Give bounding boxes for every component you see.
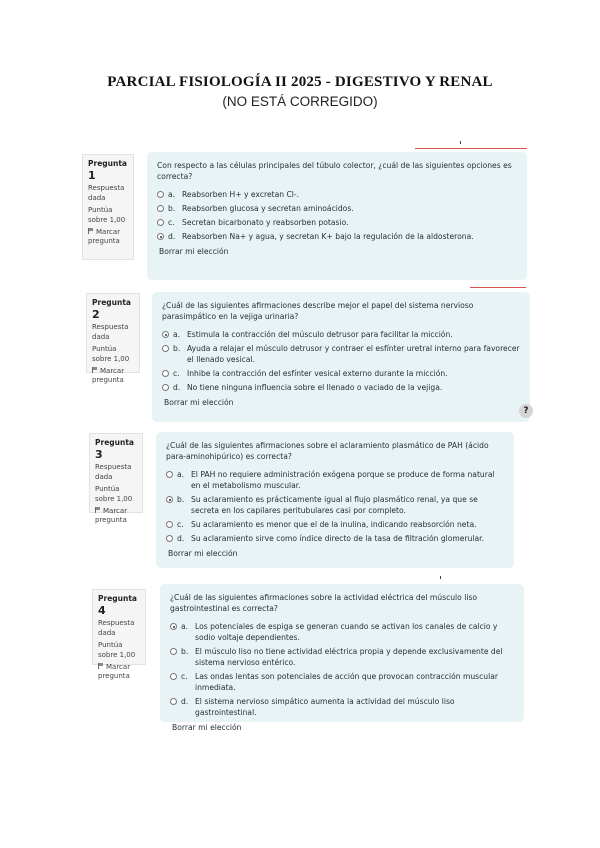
question-content xyxy=(152,292,530,422)
question-label: Pregunta xyxy=(88,159,127,168)
clear-choice-link[interactable]: Borrar mi elección xyxy=(172,723,242,732)
option-letter: c. xyxy=(173,369,180,378)
option-letter: c. xyxy=(181,672,188,681)
answer-option[interactable] xyxy=(162,368,520,379)
question-score: Puntúa sobre 1,00 xyxy=(98,641,136,659)
radio-button[interactable] xyxy=(157,219,164,226)
answer-option[interactable] xyxy=(170,646,514,668)
answer-option[interactable] xyxy=(157,231,517,242)
option-text: Los potenciales de espiga se generan cuando se activan los canales de calcio y sodio voltaje dependientes. xyxy=(195,622,498,642)
answer-option[interactable] xyxy=(170,696,514,718)
answer-option[interactable] xyxy=(166,533,504,544)
question-text: ¿Cuál de las siguientes afirmaciones sobre el aclaramiento plasmático de PAH (ácido para-aminohipúrico) es correcta? xyxy=(166,441,489,461)
option-text: No tiene ninguna influencia sobre el llenado o vaciado de la vejiga. xyxy=(187,383,443,392)
question-state: Respuesta dada xyxy=(98,619,135,637)
question-number: 2 xyxy=(92,308,100,322)
question-content xyxy=(160,584,524,732)
separator-line xyxy=(415,148,527,149)
flag-question-label: Marcar pregunta xyxy=(92,367,125,385)
answer-option[interactable] xyxy=(162,382,520,393)
flag-icon xyxy=(98,663,104,669)
radio-button[interactable] xyxy=(157,191,164,198)
option-letter: b. xyxy=(181,647,189,656)
answer-option[interactable] xyxy=(166,494,504,516)
question-text: ¿Cuál de las siguientes afirmaciones describe mejor el papel del sistema nervioso parasimpático en la vejiga urinaria? xyxy=(162,301,474,321)
answer-option[interactable] xyxy=(162,343,520,365)
option-text: Estimula la contracción del músculo detrusor para facilitar la micción. xyxy=(187,330,453,339)
answer-option[interactable] xyxy=(170,671,514,693)
question-score: Puntúa sobre 1,00 xyxy=(95,485,133,503)
flag-question-label: Marcar pregunta xyxy=(88,228,121,246)
question-label: Pregunta xyxy=(98,594,137,603)
option-text: Ayuda a relajar el músculo detrusor y contraer el esfínter uretral interno para favorecer el llenado vesical. xyxy=(187,344,520,364)
option-letter: c. xyxy=(168,218,175,227)
flag-question-link[interactable] xyxy=(98,663,140,682)
question-info-panel xyxy=(92,589,146,681)
answer-option[interactable] xyxy=(166,519,504,530)
document-header xyxy=(0,74,600,109)
radio-button[interactable] xyxy=(157,205,164,212)
question-text: Con respecto a las células principales del túbulo colector, ¿cuál de las siguientes opciones es correcta? xyxy=(157,161,512,181)
question-state: Respuesta dada xyxy=(92,323,129,341)
clear-choice-link[interactable]: Borrar mi elección xyxy=(168,549,238,558)
question-text: ¿Cuál de las siguientes afirmaciones sobre la actividad eléctrica del músculo liso gastrointestinal es correcta? xyxy=(170,593,478,613)
radio-button-selected[interactable] xyxy=(162,331,169,338)
radio-button[interactable] xyxy=(166,471,173,478)
radio-button[interactable] xyxy=(170,698,177,705)
question-label: Pregunta xyxy=(95,438,134,447)
option-letter: b. xyxy=(168,204,176,213)
question-score: Puntúa sobre 1,00 xyxy=(92,345,130,363)
option-text: El músculo liso no tiene actividad eléctrica propia y depende exclusivamente del sistema nervioso entérico. xyxy=(195,647,503,667)
question-number: 3 xyxy=(95,448,103,462)
option-text: Su aclaramiento sirve como índice directo de la tasa de filtración glomerular. xyxy=(191,534,485,543)
clear-choice-link[interactable]: Borrar mi elección xyxy=(159,247,229,256)
option-letter: d. xyxy=(168,232,176,241)
question-number: 4 xyxy=(98,604,106,618)
question-state: Respuesta dada xyxy=(88,184,125,202)
help-icon[interactable]: ? xyxy=(519,404,533,418)
option-letter: d. xyxy=(173,383,181,392)
option-text: Reabsorben glucosa y secretan aminoácidos. xyxy=(182,204,354,213)
option-letter: a. xyxy=(173,330,181,339)
radio-button[interactable] xyxy=(162,345,169,352)
document-title: PARCIAL FISIOLOGÍA II 2025 - DIGESTIVO Y RENAL xyxy=(107,74,493,90)
separator-tick xyxy=(460,141,461,144)
flag-question-link[interactable] xyxy=(92,367,134,386)
option-text: El sistema nervioso simpático aumenta la actividad del músculo liso gastrointestinal. xyxy=(195,697,455,717)
document-subtitle: (NO ESTÁ CORREGIDO) xyxy=(222,94,378,109)
flag-icon xyxy=(88,228,94,234)
question-info-panel xyxy=(89,433,143,525)
question-number: 1 xyxy=(88,169,96,183)
option-text: Reabsorben Na+ y agua, y secretan K+ bajo la regulación de la aldosterona. xyxy=(182,232,474,241)
radio-button-selected[interactable] xyxy=(170,623,177,630)
option-letter: b. xyxy=(177,495,185,504)
option-text: Su aclaramiento es prácticamente igual al flujo plasmático renal, ya que se secreta en los capilares peritubulares casi por completo. xyxy=(191,495,478,515)
option-text: Reabsorben H+ y excretan Cl-. xyxy=(182,190,300,199)
question-state: Respuesta dada xyxy=(95,463,132,481)
answer-option[interactable] xyxy=(162,329,520,340)
question-score: Puntúa sobre 1,00 xyxy=(88,206,126,224)
flag-question-label: Marcar pregunta xyxy=(98,663,131,681)
flag-question-link[interactable] xyxy=(95,507,137,526)
option-text: Inhibe la contracción del esfínter vesical externo durante la micción. xyxy=(187,369,448,378)
answer-option[interactable] xyxy=(157,217,517,228)
separator-line xyxy=(470,287,526,288)
question-content xyxy=(147,152,527,280)
option-text: El PAH no requiere administración exógena porque se produce de forma natural en el metabolismo muscular. xyxy=(191,470,495,490)
option-letter: d. xyxy=(177,534,185,543)
option-letter: a. xyxy=(168,190,176,199)
option-letter: d. xyxy=(181,697,189,706)
answer-option[interactable] xyxy=(170,621,514,643)
question-content xyxy=(156,432,514,568)
option-letter: a. xyxy=(181,622,189,631)
flag-icon xyxy=(92,367,98,373)
radio-button[interactable] xyxy=(166,521,173,528)
flag-question-link[interactable] xyxy=(88,228,128,247)
separator-tick xyxy=(440,576,441,579)
question-info-panel xyxy=(86,293,140,385)
option-text: Su aclaramiento es menor que el de la inulina, indicando reabsorción neta. xyxy=(191,520,477,529)
radio-button[interactable] xyxy=(170,673,177,680)
radio-button[interactable] xyxy=(162,384,169,391)
question-label: Pregunta xyxy=(92,298,131,307)
option-letter: a. xyxy=(177,470,185,479)
question-info-panel xyxy=(82,154,134,260)
radio-button-selected[interactable] xyxy=(166,496,173,503)
radio-button-selected[interactable] xyxy=(157,233,164,240)
option-text: Secretan bicarbonato y reabsorben potasio. xyxy=(182,218,349,227)
answer-option[interactable] xyxy=(166,469,504,491)
option-letter: b. xyxy=(173,344,181,353)
clear-choice-link[interactable]: Borrar mi elección xyxy=(164,398,234,407)
option-letter: c. xyxy=(177,520,184,529)
option-text: Las ondas lentas son potenciales de acción que provocan contracción muscular inmediata. xyxy=(195,672,498,692)
radio-button[interactable] xyxy=(170,648,177,655)
answer-option[interactable] xyxy=(157,203,517,214)
flag-icon xyxy=(95,507,101,513)
radio-button[interactable] xyxy=(166,535,173,542)
answer-option[interactable] xyxy=(157,189,517,200)
flag-question-label: Marcar pregunta xyxy=(95,507,128,525)
radio-button[interactable] xyxy=(162,370,169,377)
